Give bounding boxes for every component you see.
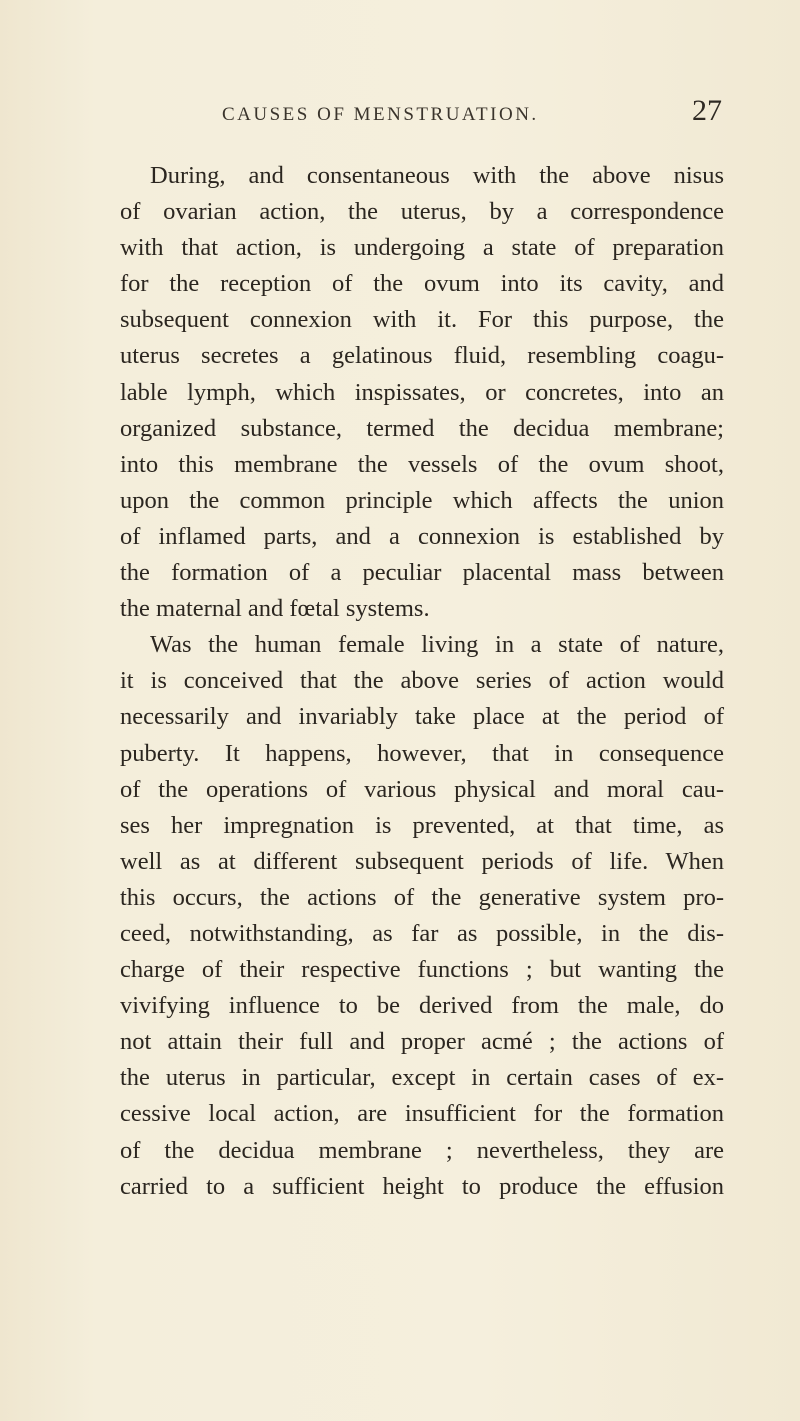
text-line: not attain their full and proper acmé ; the actions of: [120, 1028, 724, 1056]
text-line: ceed, notwithstanding, as far as possible, in the dis-: [120, 919, 724, 947]
text-line: of the decidua membrane ; nevertheless, they are: [120, 1136, 724, 1164]
text-line: subsequent connexion with it. For this purpose, the: [120, 306, 724, 334]
text-line: organized substance, termed the decidua membrane;: [120, 414, 724, 442]
text-line: upon the common principle which affects the union: [120, 486, 724, 514]
text-line: the maternal and fœtal systems.: [120, 595, 430, 623]
text-line: of inflamed parts, and a connexion is established by: [120, 522, 724, 550]
text-line: well as at different subsequent periods of life. When: [120, 847, 724, 875]
paragraph-2: [120, 627, 724, 1205]
text-line: During, and consentaneous with the above nisus: [150, 162, 724, 189]
paragraph-1: [120, 158, 724, 627]
text-line: of ovarian action, the uterus, by a correspondence: [120, 198, 724, 226]
text-line: for the reception of the ovum into its cavity, and: [120, 270, 724, 298]
text-line: Was the human female living in a state of nature,: [150, 631, 724, 659]
text-line: puberty. It happens, however, that in consequence: [120, 739, 724, 767]
text-line: cessive local action, are insufficient for the formation: [120, 1100, 724, 1128]
running-head: CAUSES OF MENSTRUATION.: [222, 104, 539, 125]
text-line: lable lymph, which inspissates, or concretes, into an: [120, 378, 724, 406]
text-line: ses her impregnation is prevented, at that time, as: [120, 811, 724, 839]
text-line: vivifying influence to be derived from the male, do: [120, 992, 724, 1020]
text-line: this occurs, the actions of the generative system pro-: [120, 883, 724, 911]
text-line: charge of their respective functions ; but wanting the: [120, 956, 724, 984]
page-header: [222, 94, 722, 134]
text-line: necessarily and invariably take place at the period of: [120, 703, 724, 731]
text-line: uterus secretes a gelatinous fluid, resembling coagu-: [120, 342, 724, 370]
text-line: the uterus in particular, except in certain cases of ex-: [120, 1064, 724, 1092]
text-line: carried to a sufficient height to produce the effusion: [120, 1172, 724, 1200]
text-line: into this membrane the vessels of the ovum shoot,: [120, 450, 724, 478]
text-line: it is conceived that the above series of action would: [120, 667, 724, 695]
text-line: with that action, is undergoing a state of preparation: [120, 234, 724, 262]
text-line: the formation of a peculiar placental mass between: [120, 559, 724, 587]
body-text: [120, 158, 724, 1205]
text-line: of the operations of various physical and moral cau-: [120, 775, 724, 803]
page-number: 27: [692, 94, 722, 127]
